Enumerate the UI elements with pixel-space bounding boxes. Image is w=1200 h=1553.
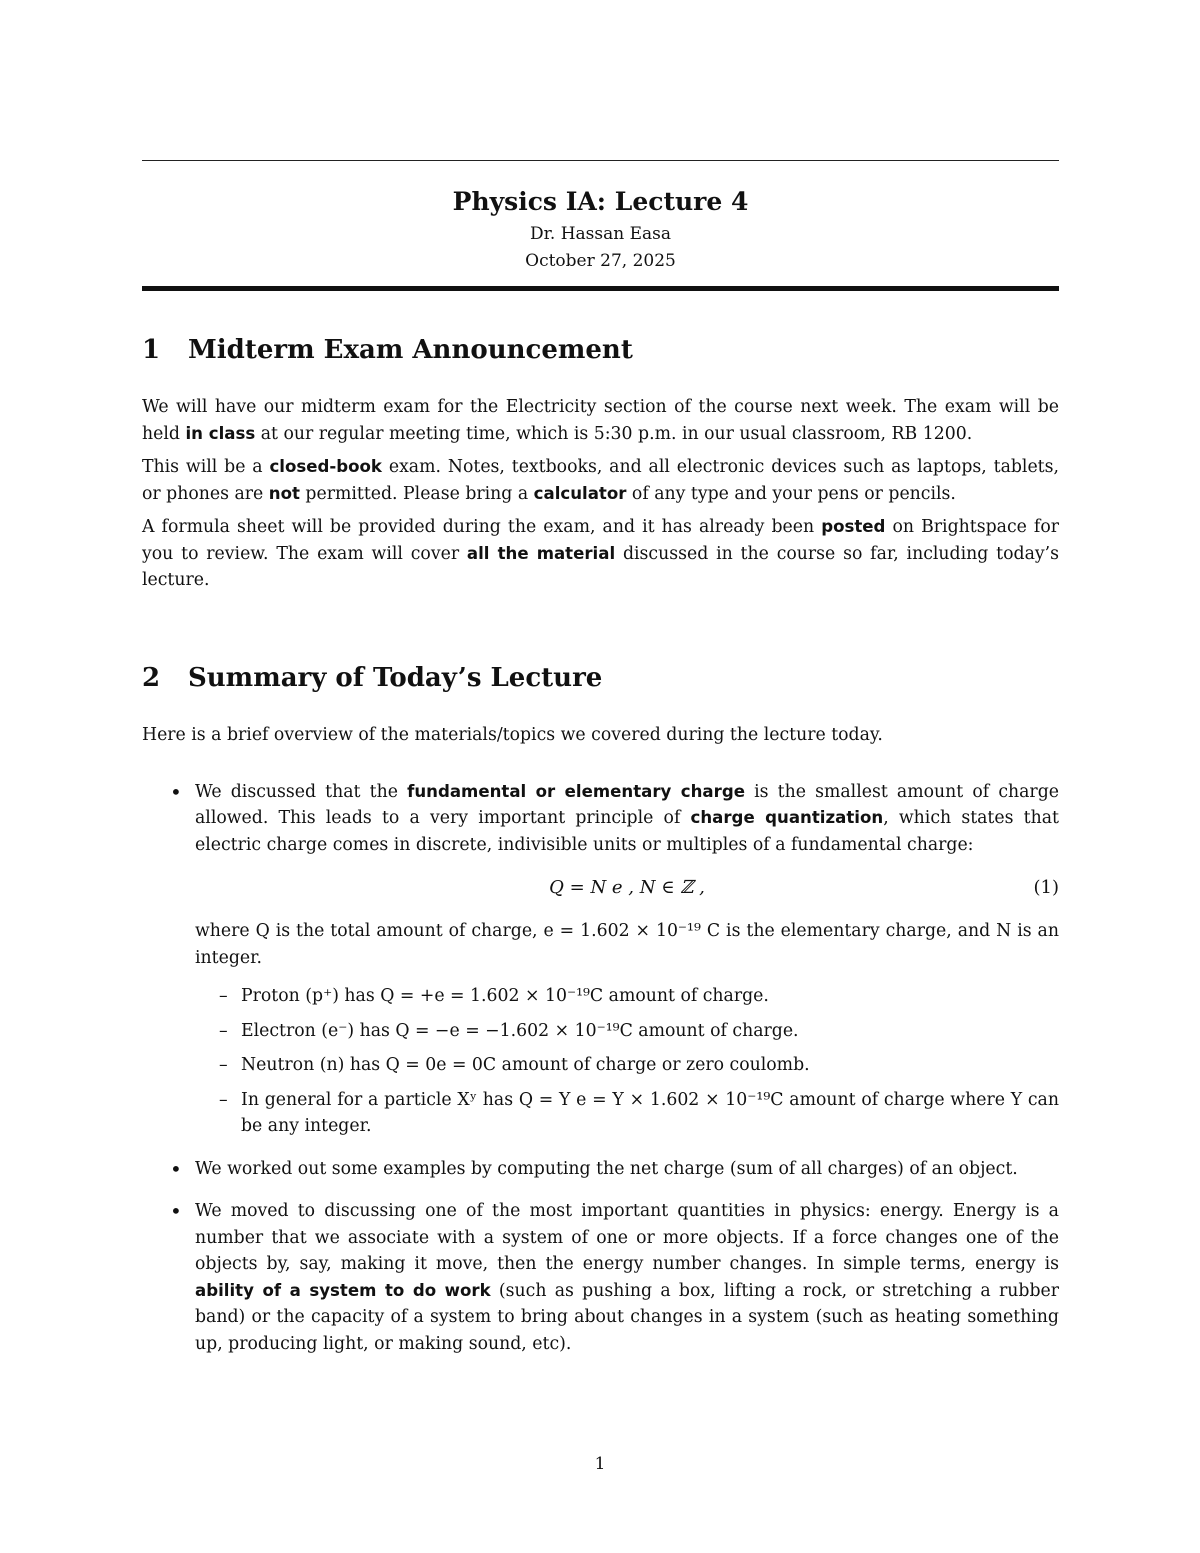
particle-list	[195, 983, 1059, 1140]
text: (such as pushing a box, lifting a rock, or stretching a rubber band) or the capacity of a system to bring about changes in a system (such as heating something up, producing light, or making sound, etc).	[195, 1280, 1059, 1354]
equation-number: (1)	[1033, 877, 1059, 898]
text: on Brightspace for you to review. The exam will cover	[142, 517, 1059, 564]
examples-paragraph: • We worked out some examples by computing the net charge (sum of all charges) of an object.	[195, 1158, 1018, 1179]
text: of any type and your pens or pencils.	[626, 483, 956, 504]
equation-1	[195, 868, 1059, 908]
bold-text: charge quantization	[690, 808, 884, 827]
summary-list	[142, 779, 1059, 1358]
text: We will have our midterm exam for the Electricity section of the course next week. The exam will be held	[142, 397, 1059, 444]
bold-text: ability of a system to do work	[195, 1280, 491, 1300]
announcement-paragraph-3	[142, 514, 1059, 594]
section-2-title: Summary of Today’s Lecture	[188, 663, 603, 693]
bold-text: posted	[821, 517, 886, 536]
text: We moved to discussing one of the most important quantities in physics: energy. Energy is a number that we associate with a system of one or more objects. If a force changes one of the objects by, say, making it move, then the energy number changes. In simple terms, energy is	[195, 1201, 1059, 1274]
section-2-number: 2	[142, 663, 161, 693]
date: October 27, 2025	[525, 251, 676, 271]
section-1-title: Midterm Exam Announcement	[188, 335, 633, 365]
list-item	[142, 1156, 1059, 1183]
list-item: – In general for a particle Xʸ has Q = Y e = Y × 1.602 × 10⁻¹⁹C amount of charge where Y can be any integer.	[195, 1087, 1059, 1140]
bold-text: all the material	[466, 543, 616, 563]
announcement-paragraph-2	[142, 454, 1059, 507]
charge-definition: where Q is the total amount of charge, e = 1.602 × 10⁻¹⁹ C is the elementary charge, and N is an integer.	[195, 921, 1059, 968]
section-2	[142, 660, 1059, 1373]
title-block	[142, 183, 1059, 275]
list-item: – Proton (p⁺) has Q = +e = 1.602 × 10⁻¹⁹C amount of charge.	[195, 983, 1059, 1010]
bold-text: fundamental or elementary charge	[407, 781, 745, 801]
page-number: 1	[594, 1454, 606, 1474]
bold-text: in class	[185, 423, 256, 443]
charge-paragraph	[195, 779, 1059, 859]
document-title: Physics IA: Lecture 4	[452, 187, 749, 216]
bottom-rule	[142, 286, 1059, 291]
energy-paragraph	[195, 1198, 1059, 1357]
list-item: – Neutron (n) has Q = 0e = 0C amount of charge or zero coulomb.	[195, 1052, 1059, 1079]
top-rule	[142, 160, 1059, 161]
text: A formula sheet will be provided during the exam, and it has already been	[142, 517, 822, 537]
section-1	[142, 332, 1059, 594]
text: at our regular meeting time, which is 5:30 p.m. in our usual classroom, RB 1200.	[255, 423, 973, 444]
announcement-paragraph-1	[142, 394, 1059, 447]
author: Dr. Hassan Easa	[530, 224, 671, 244]
equation-body: Q = N e , N ∈ ℤ ,	[549, 877, 705, 898]
text: permitted. Please bring a	[299, 483, 534, 504]
text: We discussed that the	[195, 781, 408, 802]
list-item	[142, 779, 1059, 1140]
summary-intro: Here is a brief overview of the materials/topics we covered during the lecture today.	[142, 725, 883, 745]
bold-text: not	[268, 483, 300, 503]
bold-text: closed-book	[269, 457, 382, 476]
list-item: – Electron (e⁻) has Q = −e = −1.602 × 10⁻¹⁹C amount of charge.	[195, 1018, 1059, 1045]
text: exam. Notes, textbooks, and all electronic devices such as laptops, tablets, or phones are	[142, 457, 1059, 504]
text: is the smallest amount of charge allowed. This leads to a very important principle of	[195, 781, 1059, 828]
bold-text: calculator	[533, 483, 627, 503]
text: , which states that electric charge comes in discrete, indivisible units or multiples of a fundamental charge:	[195, 808, 1059, 855]
section-1-heading	[142, 332, 1059, 368]
list-item	[142, 1198, 1059, 1357]
section-2-heading	[142, 660, 1059, 696]
text: discussed in the course so far, including today’s lecture.	[142, 543, 1059, 590]
section-1-number: 1	[142, 335, 161, 365]
text: This will be a	[142, 457, 270, 477]
